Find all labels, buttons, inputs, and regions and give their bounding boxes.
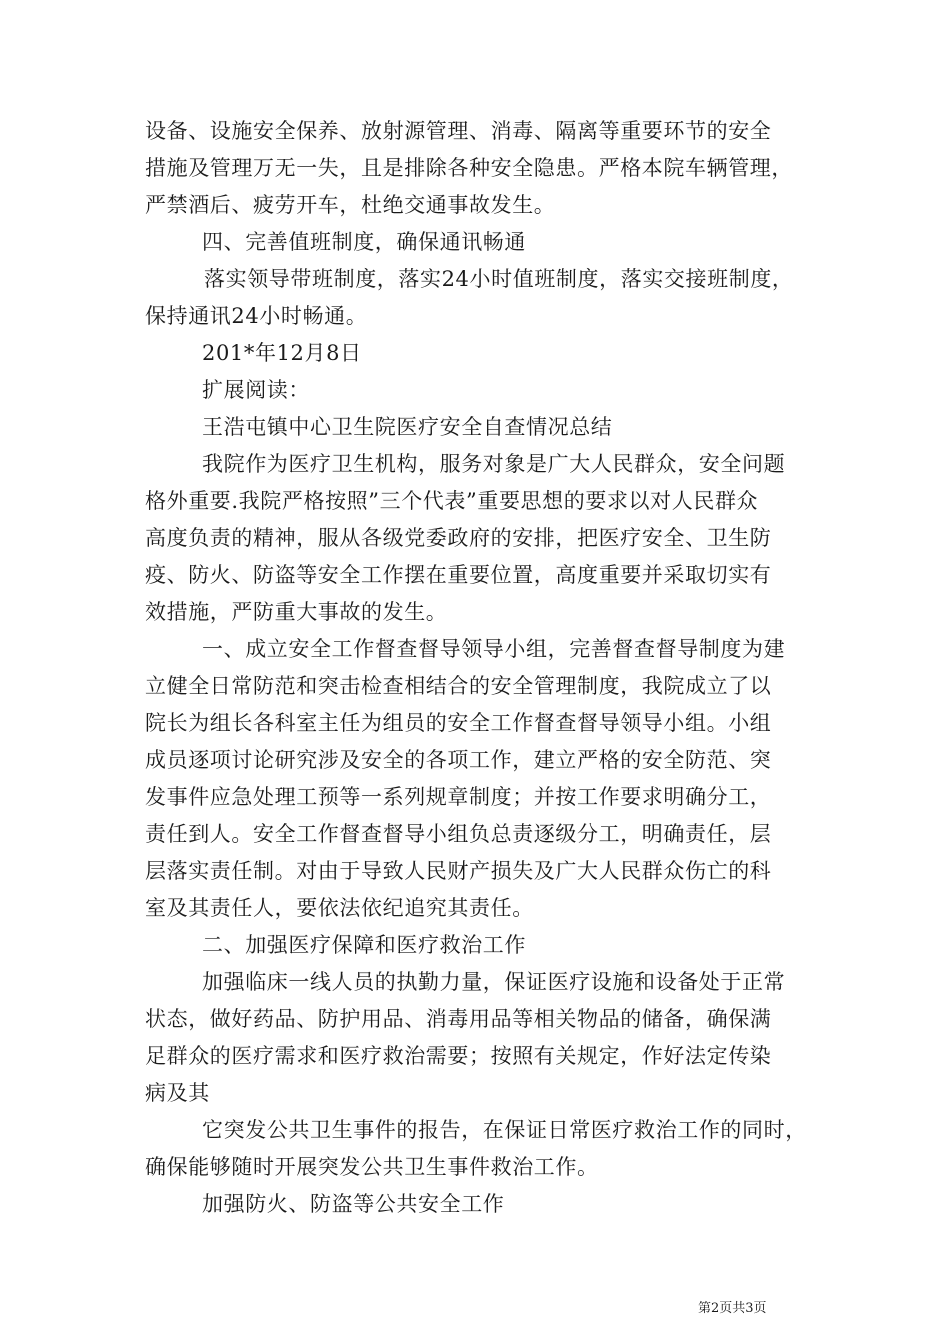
text-line: 格外重要.我院严格按照”三个代表”重要思想的要求以对人民群众 [145, 489, 759, 513]
text-line: 责任到人。安全工作督查督导小组负总责逐级分工，明确责任，层 [145, 822, 772, 846]
text-line: 层落实责任制。对由于导致人民财产损失及广大人民群众伤亡的科 [145, 859, 772, 883]
text-line: 加强临床一线人员的执勤力量，保证医疗设施和设备处于正常 [202, 970, 786, 994]
section-heading: 四、完善值班制度，确保通讯畅通 [202, 230, 526, 254]
text-line: 立健全日常防范和突击检查相结合的安全管理制度，我院成立了以 [145, 674, 772, 698]
section-heading: 二、加强医疗保障和医疗救治工作 [202, 933, 526, 957]
text-line: 它突发公共卫生事件的报告，在保证日常医疗救治工作的同时， [202, 1118, 807, 1142]
text-line: 状态，做好药品、防护用品、消毒用品等相关物品的储备，确保满 [145, 1007, 772, 1031]
page-number: 第2页共3页 [698, 1301, 767, 1316]
text-line: 落实领导带班制度，落实24小时值班制度，落实交接班制度， [204, 267, 794, 291]
text-line: 高度负责的精神，服从各级党委政府的安排，把医疗安全、卫生防 [145, 526, 772, 550]
article-title: 王浩屯镇中心卫生院医疗安全自查情况总结 [202, 415, 613, 439]
text-line: 保持通讯24小时畅通。 [145, 304, 368, 328]
section-heading: 加强防火、防盗等公共安全工作 [202, 1192, 505, 1216]
text-line: 足群众的医疗需求和医疗救治需要；按照有关规定，作好法定传染 [145, 1044, 772, 1068]
text-line: 院长为组长各科室主任为组员的安全工作督查督导领导小组。小组 [145, 711, 772, 735]
text-line: 我院作为医疗卫生机构，服务对象是广大人民群众，安全问题 [202, 452, 786, 476]
text-line: 设备、设施安全保养、放射源管理、消毒、隔离等重要环节的安全 [145, 119, 772, 143]
text-line: 严禁酒后、疲劳开车，杜绝交通事故发生。 [145, 193, 556, 217]
section-heading: 一、成立安全工作督查督导领导小组，完善督查督导制度为建 [202, 637, 786, 661]
text-line: 成员逐项讨论研究涉及安全的各项工作，建立严格的安全防范、突 [145, 748, 772, 772]
text-line: 效措施，严防重大事故的发生。 [145, 600, 448, 624]
text-line: 确保能够随时开展突发公共卫生事件救治工作。 [145, 1155, 599, 1179]
date-line: 201*年12月8日 [202, 341, 362, 365]
text-line: 疫、防火、防盗等安全工作摆在重要位置，高度重要并采取切实有 [145, 563, 772, 587]
text-line: 措施及管理万无一失，且是排除各种安全隐患。严格本院车辆管理， [145, 156, 793, 180]
text-line: 发事件应急处理工预等一系列规章制度；并按工作要求明确分工， [145, 785, 772, 809]
text-line: 病及其 [145, 1081, 210, 1105]
text-line: 扩展阅读： [202, 378, 310, 402]
text-line: 室及其责任人，要依法依纪追究其责任。 [145, 896, 534, 920]
